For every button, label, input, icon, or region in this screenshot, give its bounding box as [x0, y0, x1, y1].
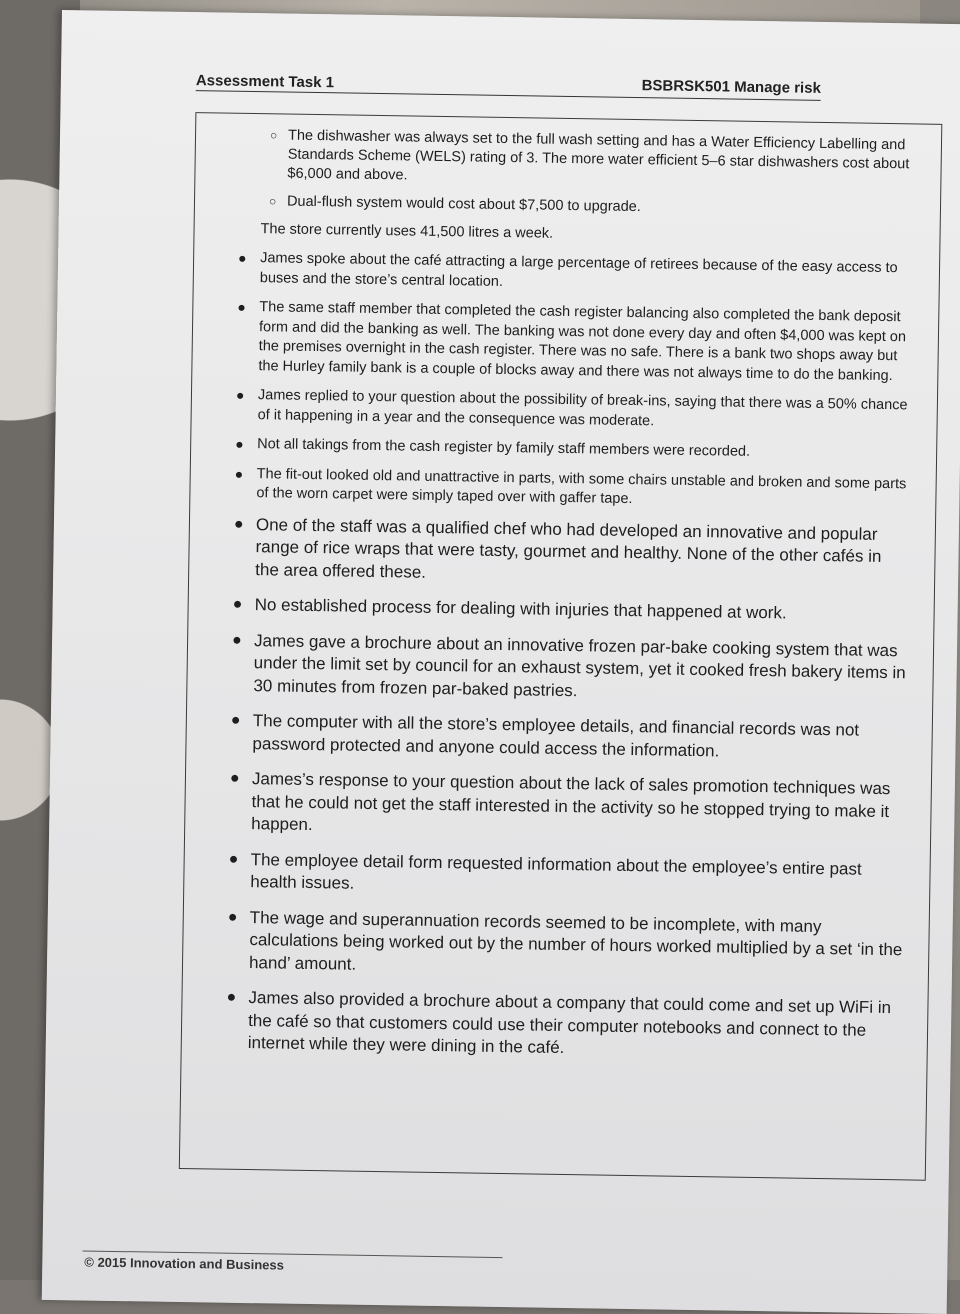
header-task-title: Assessment Task 1: [195, 72, 335, 92]
list-item-text: The fit-out looked old and unattractive in parts, with some chairs unstable and broken and some parts of the worn carpet were simply taped over with gaffer tape.: [256, 465, 907, 508]
list-item: [210, 464, 911, 514]
list-item: [203, 906, 904, 984]
list-item-text: The employee detail form requested information about the employee’s entire past health issues.: [250, 849, 862, 893]
document-page: [42, 10, 960, 1314]
bullet-icon: ●: [232, 595, 243, 613]
sub-list-item: [215, 191, 915, 221]
list-item: [204, 848, 905, 904]
list-item-text: The computer with all the store’s employee details, and financial records was not password protected and anyone could access the information.: [252, 711, 860, 760]
bullet-icon: ●: [231, 631, 242, 649]
store-usage-text: The store currently uses 41,500 litres a week.: [260, 221, 554, 242]
bullet-icon: ●: [228, 850, 239, 868]
case-study-content: [201, 125, 916, 1077]
list-item-text: James gave a brochure about an innovative frozen par-bake cooking system that was under the limit set by council for an exhaust system, yet it cooked fresh bakery items in 30 minutes from frozen par-baked pastries.: [253, 630, 906, 700]
list-item-text: Not all takings from the cash register by family staff members were recorded.: [257, 436, 751, 460]
list-item-text: No established process for dealing with injuries that happened at work.: [254, 595, 787, 623]
list-item: [209, 513, 910, 591]
header-unit-title: BSBRSK501 Manage risk: [641, 77, 821, 97]
list-item-text: James’s response to your question about the lack of sales promotion techniques was that he could not get the staff interested in the activity so he stopped trying to make it happen.: [251, 769, 891, 835]
list-item: [212, 385, 913, 435]
page-header: [196, 62, 821, 101]
bullet-icon: ●: [227, 908, 238, 926]
list-item: [211, 434, 911, 464]
list-item-text: The wage and superannuation records seemed to be incomplete, with many calculations being worked out by the number of hours worked multiplied by a set ‘in the hand’ amount.: [248, 907, 903, 974]
bullet-icon: ●: [234, 465, 244, 482]
bullet-icon: ●: [235, 435, 244, 452]
bullet-icon: ●: [235, 386, 245, 403]
list-item: [207, 629, 908, 707]
copyright-footer: © 2015 Innovation and Business: [84, 1254, 285, 1273]
sub-item-text: The dishwasher was always set to the full wash setting and has a Water Efficiency Labelling and Standards Scheme (WELS) rating of 3. The more water efficient 5–6 star dishwashers cost about $6,000 and above.: [287, 127, 910, 184]
list-item: [209, 593, 909, 626]
list-item-text: James replied to your question about the possibility of break-ins, saying that there was a 50% chance of it happening in a year and the consequence was moderate.: [257, 387, 908, 429]
bullet-icon: ●: [229, 769, 240, 787]
bullet-icon: ●: [230, 711, 241, 729]
list-item: [205, 767, 906, 845]
list-item: [206, 709, 907, 765]
list-item-text: James spoke about the café attracting a large percentage of retirees because of the easy access to buses and the store’s central location.: [259, 250, 898, 290]
bullet-icon: ●: [233, 515, 244, 533]
bullet-icon: ●: [237, 298, 246, 315]
list-item: [202, 986, 903, 1064]
bullet-icon: ●: [238, 249, 247, 266]
sub-list-item: [215, 125, 916, 193]
sub-item-text: Dual-flush system would cost about $7,500 to upgrade.: [286, 193, 641, 216]
case-study-box: [179, 112, 943, 1181]
hollow-bullet-icon: ○: [268, 194, 277, 209]
list-item: [212, 297, 913, 386]
list-item-text: The same staff member that completed the cash register balancing also completed the bank deposit form and did the banking as well. The banking was not done every day and often $4,000 was kept on the premises overnight in the cash register. There was no safe. There is a bank two shops away but the Hurley family bank is a couple of blocks away and there was not always time to do the banking.: [258, 299, 907, 384]
hollow-bullet-icon: ○: [269, 128, 278, 143]
bullet-icon: ●: [226, 988, 237, 1006]
list-item: [214, 248, 915, 298]
list-item-text: James also provided a brochure about a company that could come and set up WiFi in the café so that customers could use their computer notebooks and connect to the internet while they were dining in the café.: [247, 988, 892, 1058]
list-item-text: One of the staff was a qualified chef who had developed an innovative and popular range of rice wraps that were tasty, gourmet and healthy. None of the other cafés in the area offered these.: [255, 514, 882, 582]
